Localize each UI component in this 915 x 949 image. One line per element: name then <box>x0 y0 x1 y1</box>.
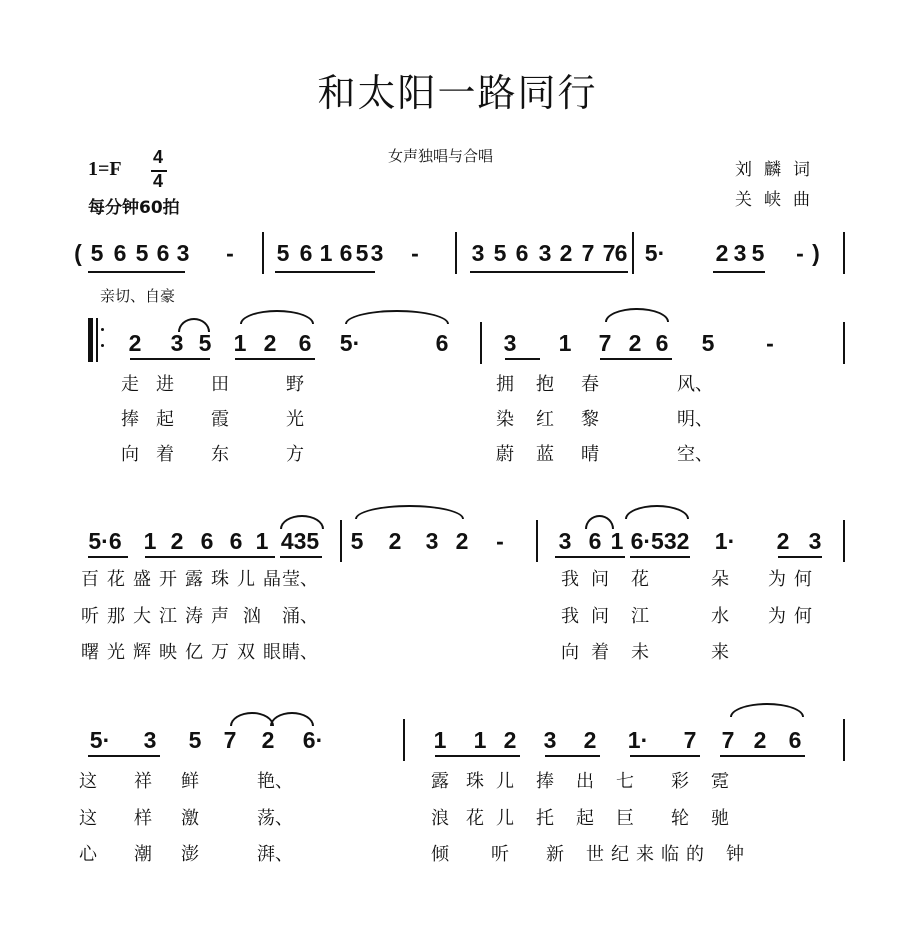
lyric-syllable: 未 <box>631 642 649 663</box>
lyric-syllable: 世 <box>586 844 604 865</box>
lyric-syllable: 我 <box>561 606 579 627</box>
barline <box>843 719 845 761</box>
lyric-syllable: 光 <box>286 409 304 430</box>
note: 3 <box>170 330 184 356</box>
lyric-syllable: 为 <box>768 606 786 627</box>
lyric-syllable: 百 <box>81 569 99 590</box>
lyric-syllable: 朵 <box>711 569 729 590</box>
lyric-syllable: 儿 <box>237 569 255 590</box>
note: 5 <box>90 240 104 266</box>
lyric-syllable: 这 <box>79 771 97 792</box>
beam-underline <box>600 358 672 360</box>
note: 3 <box>538 240 552 266</box>
note: 1 <box>433 727 447 753</box>
note: 6 <box>515 240 529 266</box>
repeat-start-barline <box>88 318 93 362</box>
lyric-syllable: 珠 <box>211 569 229 590</box>
repeat-dots <box>101 328 104 331</box>
lyric-syllable: 来 <box>636 844 654 865</box>
note: 5·6 <box>88 528 122 554</box>
lyric-syllable: 向 <box>121 444 139 465</box>
note: 6 <box>156 240 170 266</box>
slur-arc <box>730 703 804 717</box>
lyric-syllable: 七 <box>616 771 634 792</box>
barline <box>632 232 634 274</box>
note: 6 <box>113 240 127 266</box>
lyric-syllable: 空、 <box>677 444 713 465</box>
beam-underline <box>720 755 805 757</box>
note: 6· <box>302 727 324 753</box>
lyric-syllable: 向 <box>561 642 579 663</box>
note: 3 <box>733 240 747 266</box>
lyric-syllable: 我 <box>561 569 579 590</box>
note: 6 <box>435 330 449 356</box>
slur-arc <box>345 310 449 324</box>
note: 1· <box>714 528 736 554</box>
note: 1 <box>473 727 487 753</box>
lyric-syllable: 彩 <box>671 771 689 792</box>
lyric-syllable: 钟 <box>726 844 744 865</box>
repeat-thin-barline <box>96 318 98 362</box>
slur-arc <box>178 318 210 332</box>
beam-underline <box>545 755 600 757</box>
time-signature-numerator: 4 <box>153 147 164 167</box>
lyric-syllable: 声 <box>211 606 229 627</box>
note: 3 <box>808 528 822 554</box>
note: 6 <box>655 330 669 356</box>
lyric-syllable: 捧 <box>121 409 139 430</box>
note: 3 <box>176 240 190 266</box>
note: 7 <box>581 240 595 266</box>
lyric-syllable: 涌、 <box>282 606 318 627</box>
lyric-syllable: 田 <box>211 374 229 395</box>
barline <box>843 520 845 562</box>
slur-arc <box>270 712 314 726</box>
sustain-dash: - <box>796 240 804 266</box>
lyric-syllable: 涛 <box>185 606 203 627</box>
note: 5 <box>198 330 212 356</box>
lyric-syllable: 开 <box>159 569 177 590</box>
note: 3 <box>425 528 439 554</box>
lyric-syllable: 何 <box>794 606 812 627</box>
sustain-dash: - <box>226 240 234 266</box>
sustain-dash: - <box>411 240 419 266</box>
note: 7 <box>683 727 697 753</box>
beam-underline <box>630 556 690 558</box>
note: 2 <box>715 240 729 266</box>
lyric-syllable: 为 <box>768 569 786 590</box>
beam-underline <box>275 271 375 273</box>
lyric-syllable: 万 <box>211 642 229 663</box>
lyric-syllable: 睛、 <box>282 642 318 663</box>
barline <box>536 520 538 562</box>
note: 1 <box>143 528 157 554</box>
lyric-syllable: 鲜 <box>181 771 199 792</box>
note: 2 <box>559 240 573 266</box>
beam-underline <box>630 755 700 757</box>
lyric-syllable: 晶 <box>263 569 281 590</box>
beam-underline <box>470 271 628 273</box>
beam-underline <box>555 556 625 558</box>
note: 6·532 <box>630 528 690 554</box>
slur-arc <box>625 505 689 519</box>
barline <box>480 322 482 364</box>
lyric-syllable: 样 <box>134 808 152 829</box>
note: 2 <box>455 528 469 554</box>
note: 3 <box>370 240 384 266</box>
lyric-syllable: 着 <box>591 642 609 663</box>
note: 7 <box>598 330 612 356</box>
lyric-syllable: 听 <box>491 844 509 865</box>
lyric-syllable: 出 <box>576 771 594 792</box>
barline <box>843 322 845 364</box>
note: 6 <box>588 528 602 554</box>
beam-underline <box>280 556 322 558</box>
note: 5 <box>751 240 765 266</box>
lyric-syllable: 晴 <box>581 444 599 465</box>
beam-underline <box>505 358 540 360</box>
lyric-syllable: 花 <box>631 569 649 590</box>
lyric-syllable: 双 <box>237 642 255 663</box>
note: 1 <box>233 330 247 356</box>
lyric-syllable: 临 <box>661 844 679 865</box>
slur-arc <box>230 712 274 726</box>
lyric-syllable: 蔚 <box>496 444 514 465</box>
lyric-syllable: 潮 <box>134 844 152 865</box>
note: 2 <box>263 330 277 356</box>
lyric-syllable: 江 <box>631 606 649 627</box>
parenthesis: ) <box>812 240 820 266</box>
beam-underline <box>88 271 185 273</box>
lyric-syllable: 起 <box>576 808 594 829</box>
sustain-dash: - <box>496 528 504 554</box>
note: 3 <box>143 727 157 753</box>
note: 2 <box>628 330 642 356</box>
note: 7 <box>721 727 735 753</box>
note: 3 <box>471 240 485 266</box>
slur-arc <box>605 308 669 322</box>
lyric-syllable: 捧 <box>536 771 554 792</box>
lyric-syllable: 拥 <box>496 374 514 395</box>
lyric-syllable: 儿 <box>496 771 514 792</box>
slur-arc <box>585 515 614 529</box>
lyric-syllable: 眼 <box>263 642 281 663</box>
lyric-syllable: 新 <box>546 844 564 865</box>
lyric-syllable: 何 <box>794 569 812 590</box>
note: 3 <box>543 727 557 753</box>
note: 6 <box>788 727 802 753</box>
lyric-syllable: 艳、 <box>257 771 293 792</box>
slur-arc <box>280 515 324 529</box>
lyric-syllable: 激 <box>181 808 199 829</box>
lyric-syllable: 来 <box>711 642 729 663</box>
lyric-syllable: 轮 <box>671 808 689 829</box>
lyric-syllable: 澎 <box>181 844 199 865</box>
barline <box>843 232 845 274</box>
tempo-marking: 每分钟60拍 <box>88 198 180 218</box>
lyric-syllable: 莹、 <box>282 569 318 590</box>
lyric-syllable: 辉 <box>133 642 151 663</box>
expression-marking: 亲切、自豪 <box>100 287 176 305</box>
note: 2 <box>503 727 517 753</box>
slur-arc <box>240 310 314 324</box>
note: 2 <box>388 528 402 554</box>
lyric-syllable: 花 <box>466 808 484 829</box>
lyric-syllable: 那 <box>107 606 125 627</box>
lyric-syllable: 这 <box>79 808 97 829</box>
lyric-syllable: 曙 <box>81 642 99 663</box>
note: 5· <box>644 240 666 266</box>
lyric-syllable: 黎 <box>581 409 599 430</box>
beam-underline <box>130 358 210 360</box>
lyric-syllable: 霞 <box>211 409 229 430</box>
note: 3 <box>558 528 572 554</box>
lyric-syllable: 巨 <box>616 808 634 829</box>
beam-underline <box>713 271 765 273</box>
lyric-syllable: 亿 <box>185 642 203 663</box>
note: 5 <box>350 528 364 554</box>
lyric-syllable: 盛 <box>133 569 151 590</box>
song-title: 和太阳一路同行 <box>317 71 598 115</box>
lyric-syllable: 湃、 <box>257 844 293 865</box>
lyric-syllable: 红 <box>536 409 554 430</box>
lyric-syllable: 的 <box>686 844 704 865</box>
lyricist-credit: 刘麟词 <box>735 160 822 180</box>
lyric-syllable: 托 <box>536 808 554 829</box>
note: 2 <box>583 727 597 753</box>
time-signature-denominator: 4 <box>153 171 164 191</box>
barline <box>262 232 264 274</box>
lyric-syllable: 倾 <box>431 844 449 865</box>
note: 1· <box>627 727 649 753</box>
note: 5 <box>276 240 290 266</box>
lyric-syllable: 起 <box>156 409 174 430</box>
note: 1 <box>255 528 269 554</box>
lyric-syllable: 问 <box>591 569 609 590</box>
lyric-syllable: 露 <box>431 771 449 792</box>
note: 2 <box>753 727 767 753</box>
note: 6 <box>200 528 214 554</box>
lyric-syllable: 听 <box>81 606 99 627</box>
key-signature: 1=F <box>88 158 122 180</box>
lyric-syllable: 明、 <box>677 409 713 430</box>
lyric-syllable: 映 <box>159 642 177 663</box>
lyric-syllable: 着 <box>156 444 174 465</box>
lyric-syllable: 儿 <box>496 808 514 829</box>
note: 1 <box>319 240 333 266</box>
note: 2 <box>261 727 275 753</box>
note: 6 <box>298 330 312 356</box>
sustain-dash: - <box>766 330 774 356</box>
lyric-syllable: 心 <box>79 844 97 865</box>
parenthesis: ( <box>74 240 82 266</box>
note: 3 <box>503 330 517 356</box>
barline <box>340 520 342 562</box>
lyric-syllable: 方 <box>286 444 304 465</box>
composer-credit: 关峡曲 <box>735 190 822 210</box>
lyric-syllable: 染 <box>496 409 514 430</box>
lyric-syllable: 光 <box>107 642 125 663</box>
note: 5 <box>701 330 715 356</box>
slur-arc <box>355 505 464 519</box>
barline <box>455 232 457 274</box>
note: 2 <box>128 330 142 356</box>
note: 5 <box>188 727 202 753</box>
lyric-syllable: 蓝 <box>536 444 554 465</box>
barline <box>403 719 405 761</box>
lyric-syllable: 露 <box>185 569 203 590</box>
lyric-syllable: 驰 <box>711 808 729 829</box>
note: 5· <box>339 330 361 356</box>
lyric-syllable: 野 <box>286 374 304 395</box>
note: 5 <box>135 240 149 266</box>
beam-underline <box>435 755 520 757</box>
note: 2 <box>776 528 790 554</box>
lyric-syllable: 珠 <box>466 771 484 792</box>
note: 435 <box>280 528 320 554</box>
lyric-syllable: 风、 <box>677 374 713 395</box>
lyric-syllable: 走 <box>121 374 139 395</box>
lyric-syllable: 抱 <box>536 374 554 395</box>
note: 7 <box>223 727 237 753</box>
lyric-syllable: 春 <box>581 374 599 395</box>
lyric-syllable: 问 <box>591 606 609 627</box>
beam-underline <box>88 556 128 558</box>
lyric-syllable: 东 <box>211 444 229 465</box>
lyric-syllable: 花 <box>107 569 125 590</box>
lyric-syllable: 进 <box>156 374 174 395</box>
beam-underline <box>235 358 315 360</box>
lyric-syllable: 江 <box>159 606 177 627</box>
lyric-syllable: 荡、 <box>257 808 293 829</box>
note: 1 <box>558 330 572 356</box>
note: 6 <box>299 240 313 266</box>
repeat-dots <box>101 344 104 347</box>
beam-underline <box>88 755 160 757</box>
lyric-syllable: 浪 <box>431 808 449 829</box>
note: 2 <box>170 528 184 554</box>
note: 1 <box>610 528 624 554</box>
beam-underline <box>778 556 822 558</box>
lyric-syllable: 汹 <box>243 606 261 627</box>
lyric-syllable: 纪 <box>611 844 629 865</box>
note: 5· <box>89 727 111 753</box>
note: 6 <box>229 528 243 554</box>
lyric-syllable: 水 <box>711 606 729 627</box>
lyric-syllable: 霓 <box>711 771 729 792</box>
lyric-syllable: 大 <box>133 606 151 627</box>
note: 7 <box>602 240 616 266</box>
beam-underline <box>145 556 275 558</box>
note: 6 <box>339 240 353 266</box>
lyric-syllable: 祥 <box>134 771 152 792</box>
note: 5 <box>493 240 507 266</box>
note: 6 <box>614 240 628 266</box>
note: 5 <box>355 240 369 266</box>
performance-type: 女声独唱与合唱 <box>388 147 494 165</box>
